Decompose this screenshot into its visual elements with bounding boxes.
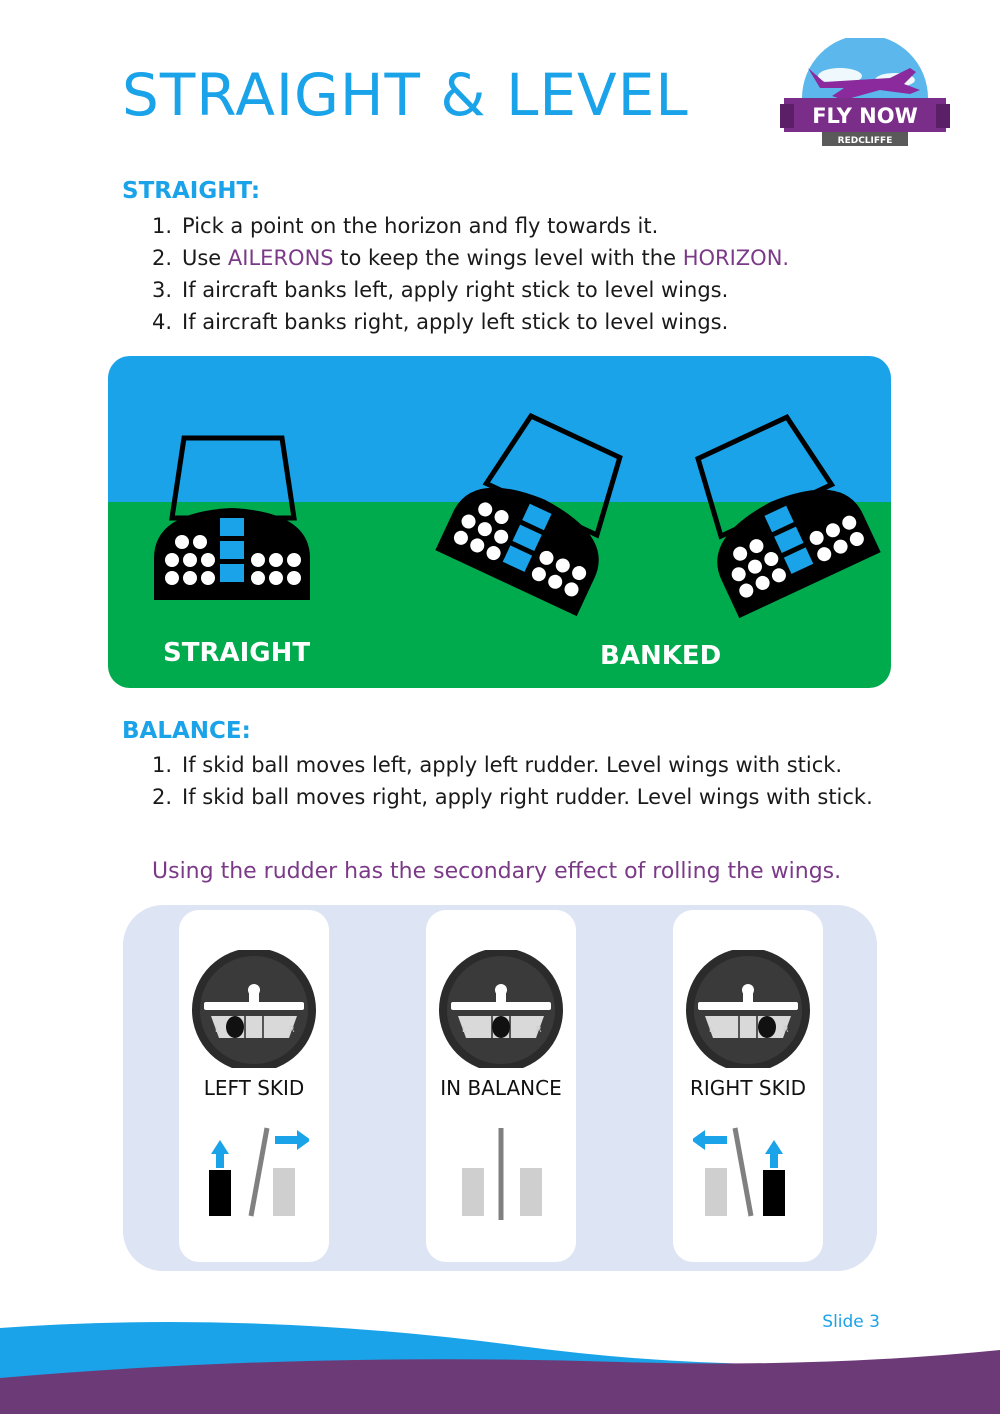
step-number: 3.: [152, 278, 173, 302]
highlight-term: HORIZON.: [682, 246, 790, 270]
slide-number: Slide 3: [822, 1312, 880, 1332]
step-number: 2.: [152, 246, 173, 270]
card-label-in-balance: IN BALANCE: [440, 1076, 562, 1100]
step-number: 1.: [152, 753, 173, 777]
svg-text:L: L: [462, 1025, 467, 1034]
svg-text:R: R: [289, 1025, 295, 1034]
step-text: If aircraft banks left, apply right stick to level wings.: [182, 278, 729, 302]
balance-heading: BALANCE:: [122, 718, 251, 744]
svg-text:L: L: [215, 1025, 220, 1034]
straight-step: [152, 242, 789, 274]
card-left-skid: [179, 910, 329, 1262]
label-straight: STRAIGHT: [163, 638, 311, 668]
arrow-up-icon: [211, 1140, 229, 1168]
balance-steps-list: [152, 749, 892, 813]
controls-in-balance: [446, 1120, 556, 1220]
sky: [108, 356, 891, 502]
arrow-up-icon: [765, 1140, 783, 1168]
card-label-right-skid: RIGHT SKID: [689, 1076, 806, 1100]
page-title: STRAIGHT & LEVEL: [122, 61, 689, 129]
controls-left-skid: [199, 1120, 309, 1220]
arrow-left-icon: [693, 1130, 727, 1150]
step-text: Use: [182, 246, 228, 270]
svg-text:R: R: [783, 1025, 789, 1034]
rudder-note: Using the rudder has the secondary effect of rolling the wings.: [152, 859, 842, 884]
step-text: Pick a point on the horizon and fly towards it.: [182, 214, 659, 238]
skid-ball: [492, 1016, 510, 1038]
logo-title: FLY NOW: [812, 104, 918, 128]
label-banked: BANKED: [600, 641, 722, 671]
straight-step: [152, 210, 789, 242]
straight-steps-list: [152, 210, 789, 338]
skid-gauge-left: [189, 950, 319, 1068]
skid-gauge-right: [683, 950, 813, 1068]
straight-banked-illustration: [108, 356, 891, 688]
svg-text:L: L: [709, 1025, 714, 1034]
fly-now-logo: [780, 38, 950, 150]
skid-gauge-center: [436, 950, 566, 1068]
step-number: 4.: [152, 310, 173, 334]
step-text: If aircraft banks right, apply left stick to level wings.: [182, 310, 729, 334]
skid-ball: [758, 1016, 776, 1038]
card-label-left-skid: LEFT SKID: [203, 1076, 305, 1100]
skid-ball: [226, 1016, 244, 1038]
step-number: 2.: [152, 785, 173, 809]
balance-step: [152, 749, 892, 781]
straight-step: [152, 306, 789, 338]
step-text: If skid ball moves left, apply left rudder. Level wings with stick.: [182, 753, 843, 777]
step-number: 1.: [152, 214, 173, 238]
highlight-term: AILERONS: [227, 246, 334, 270]
card-right-skid: [673, 910, 823, 1262]
svg-text:R: R: [536, 1025, 542, 1034]
straight-heading: STRAIGHT:: [122, 178, 261, 204]
logo-subtitle: REDCLIFFE: [837, 136, 893, 146]
balance-step: [152, 781, 892, 813]
controls-right-skid: [693, 1120, 803, 1220]
card-in-balance: [426, 910, 576, 1262]
arrow-right-icon: [275, 1130, 309, 1150]
step-text: to keep the wings level with the: [333, 246, 683, 270]
step-text: If skid ball moves right, apply right rudder. Level wings with stick.: [182, 785, 873, 809]
straight-step: [152, 274, 789, 306]
